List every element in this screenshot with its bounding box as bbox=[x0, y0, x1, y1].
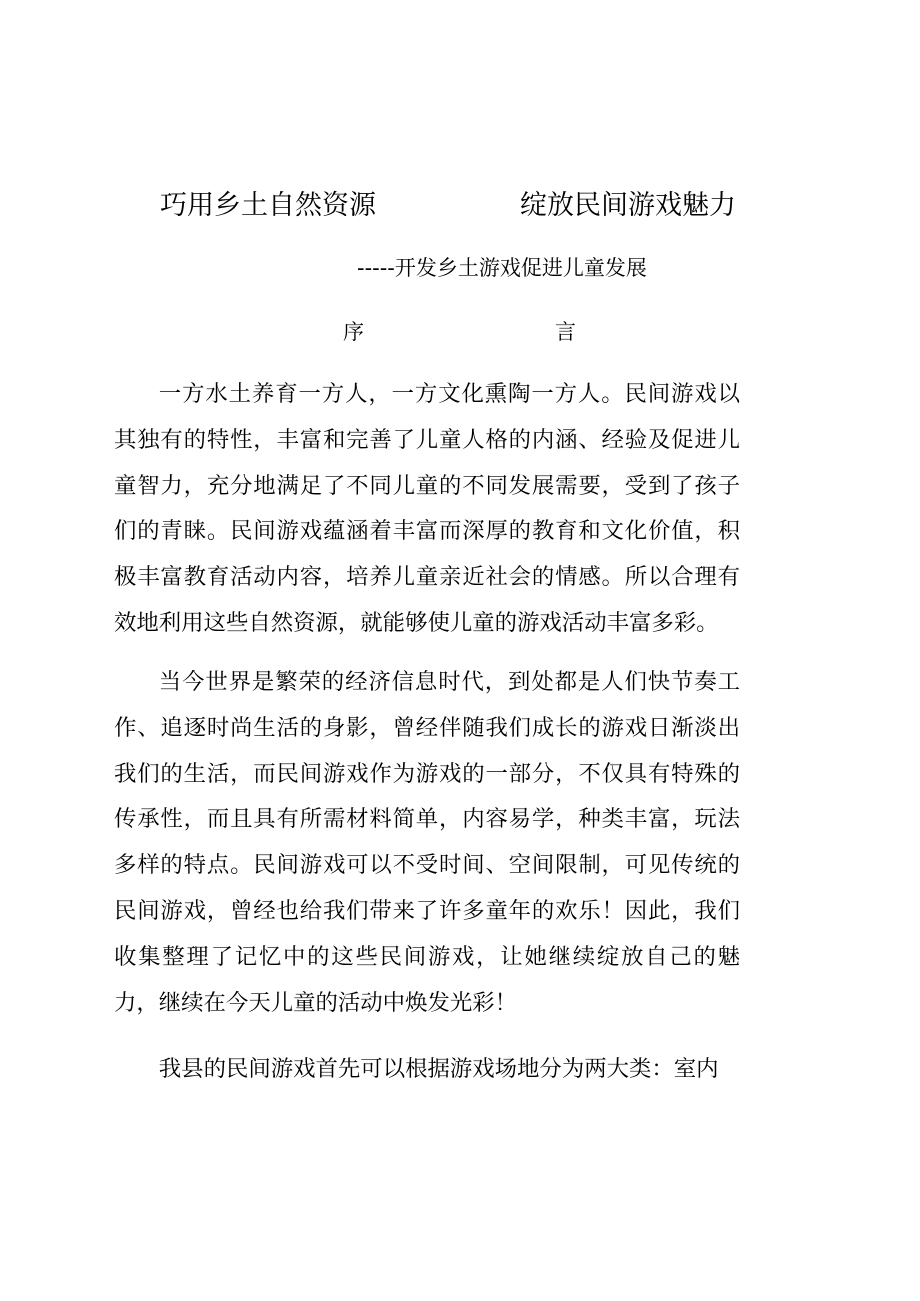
paragraph-1: 一方水土养育一方人，一方文化熏陶一方人。民间游戏以其独有的特性，丰富和完善了儿童人格的内涵、经验及促进儿童智力，充分地满足了不同儿童的不同发展需要，受到了孩子们的青睐。民间游戏蕴涵着丰富而深厚的教育和文化价值，积极丰富教育活动内容，培养儿童亲近社会的情感。所以合理有效地利用这些自然资源，就能够使儿童的游戏活动丰富多彩。 bbox=[114, 381, 740, 636]
preface-heading-char-1: 序 bbox=[343, 320, 364, 344]
paragraph-3: 我县的民间游戏首先可以根据游戏场地分为两大类：室内 bbox=[158, 1056, 719, 1082]
title-right: 绽放民间游戏魅力 bbox=[520, 190, 736, 221]
title-left: 巧用乡土自然资源 bbox=[160, 190, 376, 221]
paragraph-2: 当今世界是繁荣的经济信息时代，到处都是人们快节奏工作、追逐时尚生活的身影，曾经伴随我们成长的游戏日渐淡出我们的生活，而民间游戏作为游戏的一部分，不仅具有特殊的传承性，而且具有所需材料简单，内容易学，种类丰富，玩法多样的特点。民间游戏可以不受时间、空间限制，可见传统的民间游戏，曾经也给我们带来了许多童年的欢乐！因此，我们收集整理了记忆中的这些民间游戏，让她继续绽放自己的魅力，继续在今天儿童的活动中焕发光彩！ bbox=[114, 669, 740, 1016]
subtitle: -----开发乡土游戏促进儿童发展 bbox=[357, 256, 647, 280]
preface-heading-char-2: 言 bbox=[555, 320, 576, 344]
